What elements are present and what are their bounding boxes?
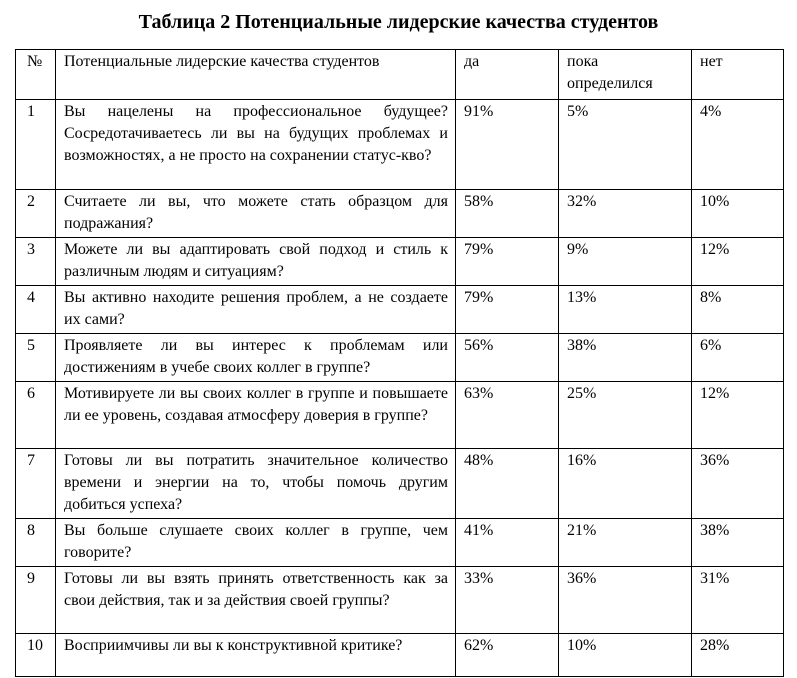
table-row <box>16 190 784 238</box>
row-no-value: 38% <box>692 519 784 567</box>
row-undecided-value: 9% <box>559 238 692 286</box>
row-undecided-value: 25% <box>559 382 692 449</box>
row-no-value: 31% <box>692 567 784 634</box>
table-title: Таблица 2 Потенциальные лидерские качества студентов <box>138 11 659 33</box>
row-yes-value: 79% <box>456 238 559 286</box>
header-cell-undecided: пока определился <box>559 50 692 100</box>
row-num: 6 <box>16 382 56 449</box>
row-yes-value: 41% <box>456 519 559 567</box>
row-yes-value: 56% <box>456 334 559 382</box>
table-header-row <box>16 50 784 100</box>
row-num: 5 <box>16 334 56 382</box>
row-undecided-value: 16% <box>559 449 692 519</box>
row-num: 10 <box>16 634 56 677</box>
header-cell-no: нет <box>692 50 784 100</box>
row-question: Готовы ли вы потратить значительное количество времени и энергии на то, чтобы помочь другим добиться успеха? <box>56 449 456 519</box>
header-cell-question: Потенциальные лидерские качества студентов <box>56 50 456 100</box>
row-no-value: 12% <box>692 382 784 449</box>
table-row <box>16 238 784 286</box>
row-undecided-value: 32% <box>559 190 692 238</box>
page <box>0 10 797 678</box>
header-cell-num: № <box>16 50 56 100</box>
row-no-value: 12% <box>692 238 784 286</box>
row-no-value: 28% <box>692 634 784 677</box>
row-num: 4 <box>16 286 56 334</box>
table-row <box>16 382 784 449</box>
row-question: Готовы ли вы взять принять ответственность как за свои действия, так и за действия своей группы? <box>56 567 456 634</box>
row-yes-value: 79% <box>456 286 559 334</box>
row-undecided-value: 13% <box>559 286 692 334</box>
table-row <box>16 449 784 519</box>
table-row <box>16 286 784 334</box>
row-no-value: 36% <box>692 449 784 519</box>
row-undecided-value: 21% <box>559 519 692 567</box>
row-num: 2 <box>16 190 56 238</box>
row-question: Считаете ли вы, что можете стать образцом для подражания? <box>56 190 456 238</box>
row-undecided-value: 38% <box>559 334 692 382</box>
row-num: 1 <box>16 100 56 190</box>
row-num: 9 <box>16 567 56 634</box>
row-yes-value: 91% <box>456 100 559 190</box>
row-question: Восприимчивы ли вы к конструктивной критике? <box>56 634 456 677</box>
row-question: Мотивируете ли вы своих коллег в группе и повышаете ли ее уровень, создавая атмосферу доверия в группе? <box>56 382 456 449</box>
header-cell-yes: да <box>456 50 559 100</box>
row-yes-value: 33% <box>456 567 559 634</box>
row-yes-value: 48% <box>456 449 559 519</box>
row-question: Вы больше слушаете своих коллег в группе, чем говорите? <box>56 519 456 567</box>
table-row <box>16 519 784 567</box>
row-no-value: 4% <box>692 100 784 190</box>
row-question: Проявляете ли вы интерес к проблемам или достижениям в учебе своих коллег в группе? <box>56 334 456 382</box>
row-yes-value: 58% <box>456 190 559 238</box>
row-undecided-value: 10% <box>559 634 692 677</box>
row-num: 8 <box>16 519 56 567</box>
row-yes-value: 62% <box>456 634 559 677</box>
row-question: Вы нацелены на профессиональное будущее? Сосредотачиваетесь ли вы на будущих проблемах и возможностях, а не просто на сохранении статус-кво? <box>56 100 456 190</box>
row-question: Можете ли вы адаптировать свой подход и стиль к различным людям и ситуациям? <box>56 238 456 286</box>
row-yes-value: 63% <box>456 382 559 449</box>
table-row <box>16 634 784 677</box>
row-undecided-value: 5% <box>559 100 692 190</box>
row-undecided-value: 36% <box>559 567 692 634</box>
row-num: 3 <box>16 238 56 286</box>
row-no-value: 10% <box>692 190 784 238</box>
row-no-value: 6% <box>692 334 784 382</box>
leadership-qualities-table <box>15 49 784 677</box>
row-num: 7 <box>16 449 56 519</box>
row-question: Вы активно находите решения проблем, а не создаете их сами? <box>56 286 456 334</box>
table-row <box>16 567 784 634</box>
table-row <box>16 334 784 382</box>
table-row <box>16 100 784 190</box>
row-no-value: 8% <box>692 286 784 334</box>
